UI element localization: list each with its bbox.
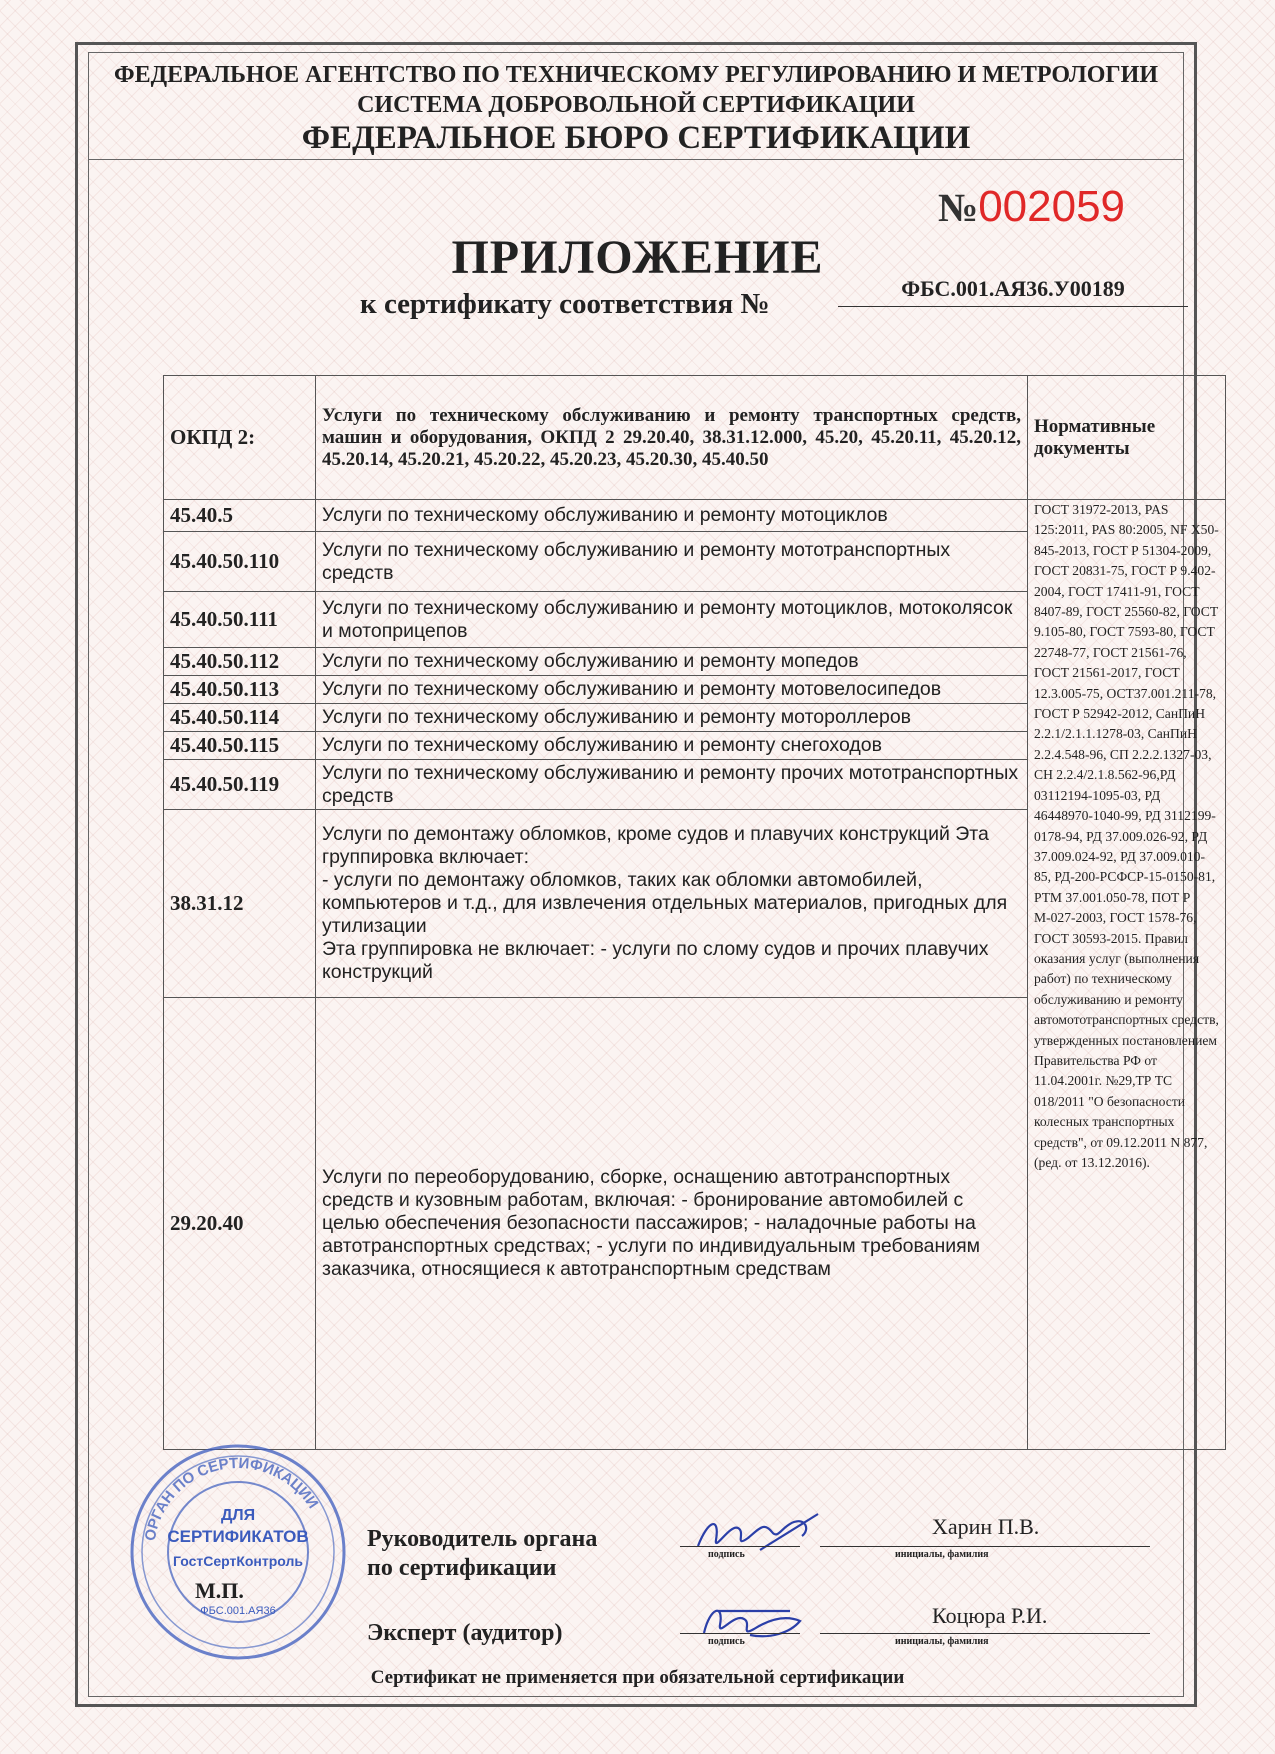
row-code: 38.31.12 — [164, 810, 316, 998]
row-code: 45.40.50.119 — [164, 760, 316, 810]
norm-docs-cell: ГОСТ 31972-2013, PAS 125:2011, PAS 80:2005, NF X50-845-2013, ГОСТ Р 51304-2009, ГОСТ 20831-75, ГОСТ Р 9.402-2004, ГОСТ 17411-91, ГОСТ 8407-89, ГОСТ 25560-82, ГОСТ 9.105-80, ГОСТ 7593-80, ГОСТ 22748-77, ГОСТ 21561-76, ГОСТ 21561-2017, ГОСТ 12.3.005-75, ОСТ37.001.211-78, ГОСТ Р 52942-2012, СанПиН 2.2.1/2.1.1.1278-03, СанПиН 2.2.4.548-96, СП 2.2.2.1327-03, СН 2.2.4/2.1.8.562-96,РД 03112194-1095-03, РД 46448970-1040-99, РД 3112199-0178-94, РД 37.009.026-92, РД 37.009.024-92, РД 37.009.010-85, РД-200-РСФСР-15-0150-81, РТМ 37.001.050-78, ПОТ Р М-027-2003, ГОСТ 1578-76, ГОСТ 30593-2015. Правил оказания услуг (выполнения работ) по техническому обслуживанию и ремонту автомототранспортных средств, утвержденных постановлением Правительства РФ от 11.04.2001г. №29,ТР ТС 018/2011 "О безопасности колесных транспортных средств", от 09.12.2011 N 877, (ред. от 13.12.2016). — [1028, 500, 1226, 1450]
row-service: Услуги по техническому обслуживанию и ремонту прочих мототранспортных средств — [316, 760, 1028, 810]
header-box — [88, 52, 1184, 160]
head-label-line1: Руководитель органа — [367, 1526, 598, 1552]
stamp-line-2: СЕРТИФИКАТОВ — [167, 1527, 309, 1546]
expert-label: Эксперт (аудитор) — [367, 1620, 563, 1646]
expert-name-line — [820, 1633, 1150, 1634]
services-header: Услуги по техническому обслуживанию и ремонту транспортных средств, машин и оборудования, ОКПД 2 29.20.40, 38.31.12.000, 45.20, 45.20.11, 45.20.12, 45.20.14, 45.20.21, 45.20.22, 45.20.23, 45.20.30, 45.40.50 — [316, 376, 1028, 500]
row-service: Услуги по техническому обслуживанию и ремонту мотоциклов, мотоколясок и мотоприцепов — [316, 592, 1028, 648]
expert-sign-line — [680, 1633, 800, 1634]
expert-sign-caption: подпись — [708, 1636, 745, 1647]
row-service: Услуги по техническому обслуживанию и ремонту мототранспортных средств — [316, 532, 1028, 592]
row-service: Услуги по техническому обслуживанию и ремонту мотороллеров — [316, 704, 1028, 732]
bureau-title: ФЕДЕРАЛЬНОЕ БЮРО СЕРТИФИКАЦИИ — [301, 120, 971, 156]
number-sign: № — [938, 185, 979, 230]
document-subtitle: к сертификату соответствия № — [360, 288, 770, 320]
form-number-value: 002059 — [978, 182, 1126, 231]
table-row — [164, 500, 1226, 532]
head-name-caption: инициалы, фамилия — [895, 1549, 989, 1560]
head-sign-caption: подпись — [708, 1549, 745, 1560]
row-code: 45.40.50.110 — [164, 532, 316, 592]
row-code: 45.40.50.111 — [164, 592, 316, 648]
row-service: Услуги по переоборудованию, сборке, оснащению автотранспортных средств и кузовным работам, включая: - бронирование автомобилей с целью обеспечения безопасности пассажиров; - наладочные работы на автотранспортных средствах; - услуги по индивидуальным требованиям заказчика, относящиеся к автотранспортным средствам — [316, 998, 1028, 1450]
okpd-header: ОКПД 2: — [164, 376, 316, 500]
row-code: 45.40.50.113 — [164, 676, 316, 704]
head-sign-line — [680, 1546, 800, 1547]
row-code: 45.40.5 — [164, 500, 316, 532]
stamp-line-1: ДЛЯ — [220, 1507, 256, 1524]
expert-name: Коцюра Р.И. — [932, 1603, 1048, 1628]
head-name-line — [820, 1546, 1150, 1547]
stamp-ring-text: ОРГАН ПО СЕРТИФИКАЦИИ — [141, 1454, 322, 1543]
head-name: Харин П.В. — [932, 1514, 1040, 1539]
row-service: Услуги по техническому обслуживанию и ремонту мотовелосипедов — [316, 676, 1028, 704]
expert-name-caption: инициалы, фамилия — [895, 1636, 989, 1647]
system-title: СИСТЕМА ДОБРОВОЛЬНОЙ СЕРТИФИКАЦИИ — [357, 92, 915, 118]
row-service: Услуги по техническому обслуживанию и ремонту мопедов — [316, 648, 1028, 676]
row-code: 45.40.50.114 — [164, 704, 316, 732]
services-table — [163, 375, 1226, 1450]
table-header-row — [164, 376, 1226, 500]
form-number — [938, 182, 1125, 232]
footer-note: Сертификат не применяется при обязательной сертификации — [370, 1667, 905, 1688]
stamp-line-3: ГостСертКонтроль — [172, 1553, 304, 1569]
norm-docs-header: Нормативные документы — [1028, 376, 1226, 500]
row-service: Услуги по демонтажу обломков, кроме судов и плавучих конструкций Эта группировка включает: - услуги по демонтажу обломков, таких как обломки автомобилей, компьютеров и т.д., для извлечения отдельных материалов, пригодных для утилизации Эта группировка не включает: - услуги по слому судов и прочих плавучих конструкций — [316, 810, 1028, 998]
stamp-code: ФБС.001.АЯ36 — [200, 1605, 276, 1617]
row-code: 45.40.50.112 — [164, 648, 316, 676]
row-service: Услуги по техническому обслуживанию и ремонту мотоциклов — [316, 500, 1028, 532]
certification-stamp — [128, 1442, 348, 1662]
head-label-line2: по сертификации — [367, 1555, 557, 1581]
agency-title: ФЕДЕРАЛЬНОЕ АГЕНТСТВО ПО ТЕХНИЧЕСКОМУ РЕГУЛИРОВАНИЮ И МЕТРОЛОГИИ — [114, 62, 1158, 88]
row-service: Услуги по техническому обслуживанию и ремонту снегоходов — [316, 732, 1028, 760]
row-code: 45.40.50.115 — [164, 732, 316, 760]
document-title: ПРИЛОЖЕНИЕ — [451, 231, 824, 284]
seal-place-label: М.П. — [195, 1578, 244, 1603]
certificate-number: ФБС.001.АЯ36.У00189 — [838, 276, 1188, 307]
row-code: 29.20.40 — [164, 998, 316, 1450]
